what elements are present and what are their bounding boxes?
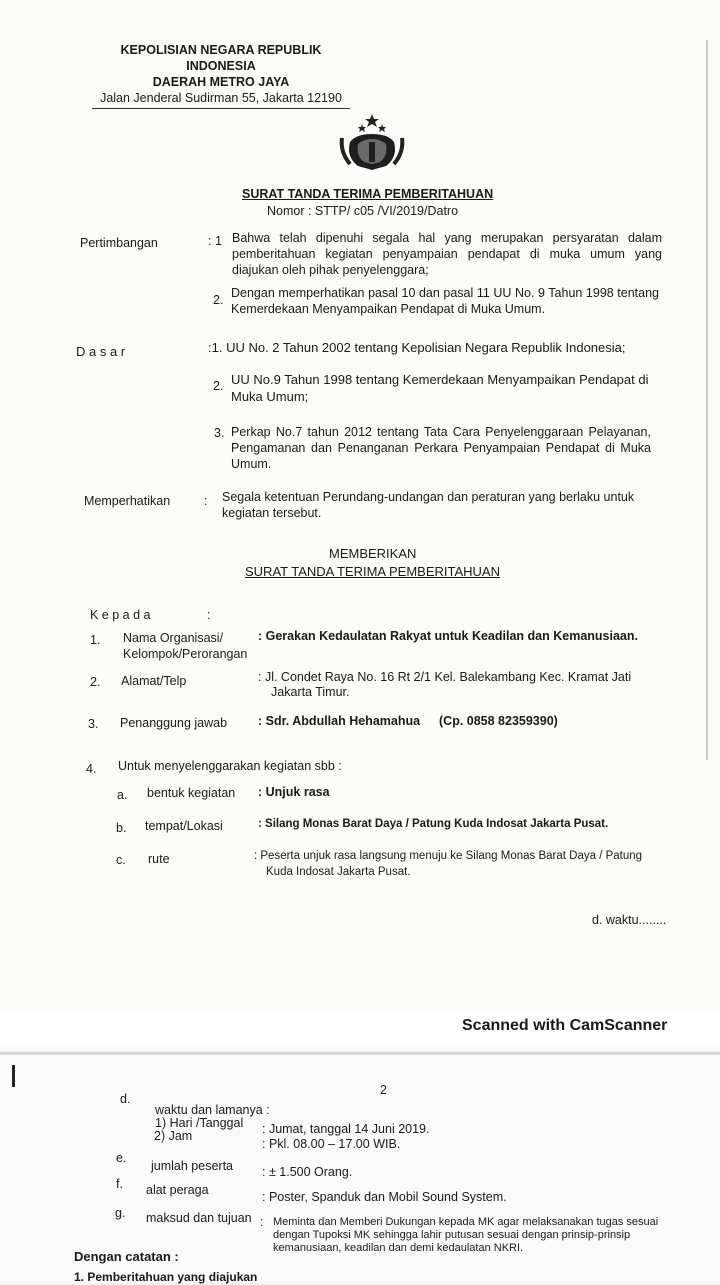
- letterhead-line-2: DAERAH METRO JAYA: [152, 75, 290, 89]
- kepada-item-2-num: 2.: [90, 675, 101, 689]
- kepada-label: K e p a d a: [90, 608, 151, 622]
- sub-c-value: : Peserta unjuk rasa langsung menuju ke Silang Monas Barat Daya / Patung: [254, 850, 643, 862]
- item-g-label: maksud dan tujuan: [146, 1211, 252, 1225]
- pertimbangan-item-1-num: : 1: [208, 234, 222, 248]
- memperhatikan-colon: :: [204, 494, 208, 508]
- kepada-item-3-label: Penanggung jawab: [120, 716, 228, 730]
- kepada-colon: :: [207, 608, 211, 622]
- continuation-marker: d. waktu........: [592, 913, 667, 927]
- sub-c-letter: c.: [116, 853, 126, 867]
- kepada-item-4-num: 4.: [86, 762, 97, 776]
- pertimbangan-label: Pertimbangan: [80, 236, 158, 250]
- dasar-item-1: :1. UU No. 2 Tahun 2002 tentang Kepolisian Negara Republik Indonesia;: [208, 340, 626, 355]
- pertimbangan-item-1-text: Bahwa telah dipenuhi segala hal yang merupakan persyaratan dalam pemberitahuan kegiatan penyampaian pendapat di muka umum yang diajukan oleh pihak penyelenggara;: [232, 231, 662, 277]
- item-g-value-1: Meminta dan Memberi Dukungan kepada MK agar melaksanakan tugas sesuai: [273, 1216, 659, 1228]
- memberikan-heading: MEMBERIKAN: [329, 546, 417, 561]
- hari-value: : Jumat, tanggal 14 Juni 2019.: [262, 1122, 430, 1136]
- scanner-watermark: Scanned with CamScanner: [462, 1017, 668, 1034]
- item-g-value-3: kemanusiaan, keadilan dan demi kedaulatan NKRI.: [273, 1242, 524, 1254]
- item-g-colon: :: [260, 1215, 264, 1229]
- sub-c-value-line-2: Kuda Indosat Jakarta Pusat.: [266, 866, 411, 878]
- item-e-value: : ± 1.500 Orang.: [262, 1165, 353, 1179]
- item-e-label: jumlah peserta: [151, 1159, 233, 1173]
- dasar-item-3-text: Perkap No.7 tahun 2012 tentang Tata Cara Penyelenggaraan Pelayanan, Pengamanan dan Penanganan Perkara Penyampaian Pendapat di Muka Umum.: [231, 425, 651, 471]
- item-f-value: : Poster, Spanduk dan Mobil Sound System.: [262, 1190, 507, 1204]
- letterhead: [92, 42, 350, 109]
- memperhatikan-label: Memperhatikan: [84, 494, 171, 508]
- document-page-2: [0, 1052, 720, 1283]
- dasar-item-3-num: 3.: [214, 426, 225, 440]
- scanner-footer: [0, 1010, 720, 1046]
- pertimbangan-item-2-num: 2.: [213, 293, 224, 307]
- page-edge-shadow: [706, 40, 708, 760]
- kepada-item-1-label: Nama Organisasi/ Kelompok/Perorangan: [123, 631, 248, 661]
- catatan-item-1: 1. Pemberitahuan yang diajukan: [74, 1270, 258, 1284]
- kepada-item-4-text: Untuk menyelenggarakan kegiatan sbb :: [118, 759, 342, 773]
- sub-b-label: tempat/Lokasi: [145, 819, 223, 833]
- hari-label: 1) Hari /Tanggal: [155, 1116, 244, 1130]
- sub-b-letter: b.: [116, 821, 127, 835]
- jam-label: 2) Jam: [154, 1129, 193, 1143]
- kepada-item-3-value: : Sdr. Abdullah Hehamahua: [258, 714, 421, 728]
- kepada-item-3-contact: (Cp. 0858 82359390): [439, 714, 558, 728]
- kepada-item-2-value: : Jl. Condet Raya No. 16 Rt 2/1 Kel. Balekambang Kec. Kramat Jati: [258, 670, 632, 684]
- dasar-item-2-text: UU No.9 Tahun 1998 tentang Kemerdekaan Menyampaikan Pendapat di Muka Umum;: [231, 372, 649, 404]
- jam-value: : Pkl. 08.00 – 17.00 WIB.: [262, 1137, 401, 1151]
- item-d-letter: d.: [120, 1092, 131, 1106]
- item-e-letter: e.: [116, 1151, 127, 1165]
- kepada-item-1-value: : Gerakan Kedaulatan Rakyat untuk Keadilan dan Kemanusiaan.: [258, 629, 638, 643]
- sub-a-letter: a.: [117, 788, 128, 802]
- kepada-item-3-num: 3.: [88, 717, 99, 731]
- letterhead-address: Jalan Jenderal Sudirman 55, Jakarta 12190: [92, 90, 350, 109]
- item-d-label: waktu dan lamanya :: [155, 1103, 270, 1117]
- dasar-item-2-num: 2.: [213, 379, 224, 393]
- kepada-item-2-value-line-2: Jakarta Timur.: [271, 685, 350, 699]
- sub-a-value: : Unjuk rasa: [258, 785, 330, 799]
- item-f-label: alat peraga: [146, 1183, 209, 1197]
- memperhatikan-text: Segala ketentuan Perundang-undangan dan peraturan yang berlaku untuk kegiatan tersebut.: [222, 490, 635, 520]
- sub-b-value: : Silang Monas Barat Daya / Patung Kuda Indosat Jakarta Pusat.: [258, 818, 609, 830]
- page-number: 2: [380, 1083, 387, 1097]
- letterhead-line-1: KEPOLISIAN NEGARA REPUBLIK INDONESIA: [120, 43, 322, 73]
- letter-title: SURAT TANDA TERIMA PEMBERITAHUAN: [242, 187, 494, 201]
- sub-c-label: rute: [148, 852, 170, 866]
- page-corner-mark: [12, 1065, 15, 1087]
- sub-a-label: bentuk kegiatan: [147, 786, 236, 800]
- pertimbangan-item-2-text: Dengan memperhatikan pasal 10 dan pasal 11 UU No. 9 Tahun 1998 tentang Kemerdekaan Menyampaikan Pendapat di Muka Umum.: [231, 286, 659, 316]
- kepada-item-1-num: 1.: [90, 633, 101, 647]
- letter-number: Nomor : STTP/ c05 /VI/2019/Datro: [267, 204, 459, 218]
- item-f-letter: f.: [116, 1177, 123, 1191]
- item-g-letter: g.: [115, 1206, 126, 1220]
- police-emblem: [336, 112, 408, 172]
- item-g-value-2: dengan Tupoksi MK sehingga lahir putusan sesuai dengan prinsip-prinsip: [273, 1229, 631, 1241]
- kepada-item-2-label: Alamat/Telp: [121, 674, 187, 688]
- dasar-label: D a s a r: [76, 344, 126, 359]
- memberikan-subheading: SURAT TANDA TERIMA PEMBERITAHUAN: [245, 564, 500, 579]
- catatan-heading: Dengan catatan :: [74, 1249, 179, 1264]
